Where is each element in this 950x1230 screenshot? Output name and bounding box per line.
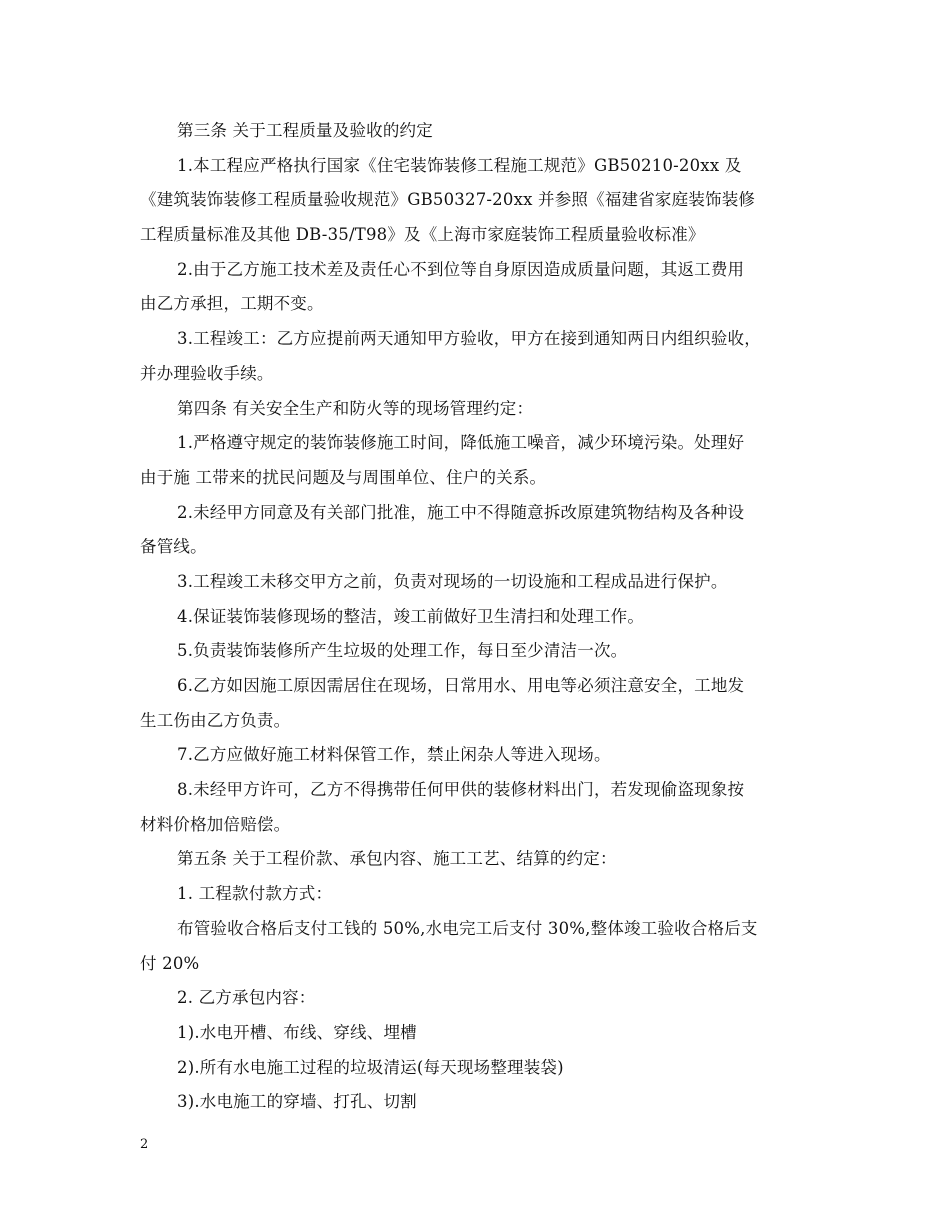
text-line: 付 20%: [140, 953, 200, 973]
text-line: 工程质量标准及其他 DB-35/T98》及《上海市家庭装饰工程质量验收标准》: [140, 225, 705, 245]
text-line: 6.乙方如因施工原因需居住在现场，日常用水、用电等必须注意安全，工地发: [177, 676, 745, 695]
text-line: 3.工程竣工：乙方应提前两天通知甲方验收，甲方在接到通知两日内组织验收，: [177, 329, 761, 349]
text-line: 7.乙方应做好施工材料保管工作，禁止闲杂人等进入现场。: [177, 745, 611, 765]
text-line: 第五条 关于工程价款、承包内容、施工工艺、结算的约定：: [177, 849, 617, 869]
text-line: 第四条 有关安全生产和防火等的现场管理约定：: [177, 398, 534, 418]
page-number: 2: [140, 1137, 149, 1152]
text-line: 由于施 工带来的扰民问题及与周围单位、住户的关系。: [140, 467, 547, 487]
document-body: [140, 114, 820, 1120]
text-line: 1. 工程款付款方式：: [177, 884, 333, 904]
text-line: 由乙方承担，工期不变。: [140, 294, 324, 314]
text-line: 4.保证装饰装修现场的整洁，竣工前做好卫生清扫和处理工作。: [177, 606, 645, 626]
text-line: 5.负责装饰装修所产生垃圾的处理工作，每日至少清洁一次。: [177, 641, 628, 661]
text-line: 8.未经甲方许可，乙方不得携带任何甲供的装修材料出门，若发现偷盗现象按: [177, 780, 745, 800]
text-line: 1.本工程应严格执行国家《住宅装饰装修工程施工规范》GB50210-20xx 及: [177, 155, 742, 175]
text-line: 布管验收合格后支付工钱的 50%,水电完工后支付 30%,整体竣工验收合格后支: [177, 918, 758, 938]
text-line: 第三条 关于工程质量及验收的约定: [177, 121, 433, 140]
text-line: 2.未经甲方同意及有关部门批准，施工中不得随意拆改原建筑物结构及各种设: [177, 502, 745, 522]
text-line: 2. 乙方承包内容：: [177, 988, 316, 1008]
text-line: 2.由于乙方施工技术差及责任心不到位等自身原因造成质量问题，其返工费用: [177, 259, 745, 279]
text-line: 1.严格遵守规定的装饰装修施工时间，降低施工噪音，减少环境污染。处理好: [177, 433, 745, 453]
text-line: 3.工程竣工未移交甲方之前，负责对现场的一切设施和工程成品进行保护。: [177, 571, 728, 591]
text-line: 2).所有水电施工过程的垃圾清运(每天现场整理装袋): [177, 1057, 564, 1077]
text-line: 1).水电开槽、布线、穿线、埋槽: [177, 1022, 417, 1042]
text-line: 材料价格加倍赔偿。: [140, 814, 291, 834]
text-line: 生工伤由乙方负责。: [140, 710, 291, 730]
text-line: 并办理验收手续。: [140, 363, 274, 383]
text-line: 3).水电施工的穿墙、打孔、切割: [177, 1092, 417, 1112]
text-line: 备管线。: [140, 537, 207, 557]
text-line: 《建筑装饰装修工程质量验收规范》GB50327-20xx 并参照《福建省家庭装饰装修: [140, 190, 756, 210]
